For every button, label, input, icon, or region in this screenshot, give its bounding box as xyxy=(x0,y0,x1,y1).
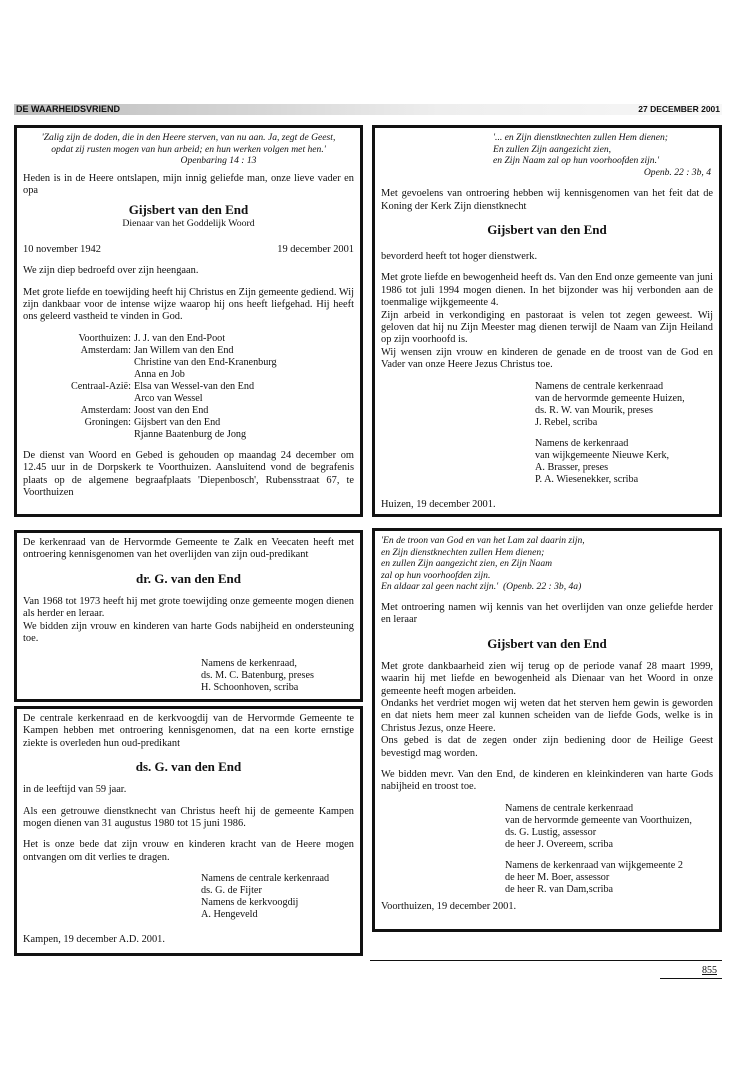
bible-quote xyxy=(381,132,713,167)
signature-line: de heer M. Boer, assessor xyxy=(505,871,610,883)
paragraph: Wij wensen zijn vrouw en kinderen de genade en de troost van de God en Vader van onze Heere Jezus Christus toe. xyxy=(381,346,713,371)
family-row xyxy=(71,357,277,369)
family-names: Christine van den End-Kranenburg xyxy=(133,356,277,368)
bible-quote xyxy=(23,132,354,155)
page-number-rule xyxy=(660,978,722,979)
obituary-kampen xyxy=(14,706,363,956)
paragraph: We bidden zijn vrouw en kinderen van harte Gods nabijheid en ondersteuning toe. xyxy=(23,620,354,645)
newspaper-header-bar xyxy=(14,104,722,115)
place-date: Voorthuizen, 19 december 2001. xyxy=(381,900,517,912)
signature-line: van de hervormde gemeente van Voorthuizen, xyxy=(505,814,692,826)
signature-block xyxy=(381,381,713,429)
signature-line: van de hervormde gemeente Huizen, xyxy=(535,392,685,404)
bible-quote xyxy=(381,535,713,593)
signature-line: A. Hengeveld xyxy=(201,909,258,921)
signature-line: H. Schoonhoven, scriba xyxy=(201,682,299,694)
paragraph: Het is onze bede dat zijn vrouw en kinderen kracht van de Heere mogen ontvangen om dit verlies te dragen. xyxy=(23,839,354,863)
announcement-intro: Heden is in de Heere ontslapen, mijn innig geliefde man, onze lieve vader en opa xyxy=(23,172,354,196)
family-names: Elsa van Wessel-van den End xyxy=(133,380,255,392)
family-row xyxy=(71,381,277,393)
signature-line: ds. G. de Fijter xyxy=(201,885,262,897)
announcement-intro: Met ontroering namen wij kennis van het overlijden van onze geliefde herder en leraar xyxy=(381,601,713,626)
paragraph: Van 1968 tot 1973 heeft hij met grote toewijding onze gemeente mogen dienen als herder en leraar. xyxy=(23,595,354,620)
signature-line: Namens de kerkvoogdij xyxy=(201,897,299,909)
deceased-name: dr. G. van den End xyxy=(135,570,241,586)
issue-date: 27 DECEMBER 2001 xyxy=(638,104,720,114)
paragraph: Met grote dankbaarheid zien wij terug op de periode vanaf 28 maart 1999, waarin hij met liefde en bewogenheid als Dienaar van het Woord in onze gemeente heeft mogen arbeiden. xyxy=(381,660,713,697)
family-place xyxy=(71,429,134,441)
family-row xyxy=(71,369,277,381)
paragraph: bevorderd heeft tot hoger dienstwerk. xyxy=(381,251,538,262)
family-row xyxy=(71,405,277,417)
page-number: 855 xyxy=(702,965,717,976)
family-names: Anna en Job xyxy=(133,368,185,380)
quote-reference: Openb. 22 : 3b, 4 xyxy=(643,166,711,178)
family-place: Voorthuizen: xyxy=(78,332,131,344)
family-names: J. J. van den End-Poot xyxy=(133,332,226,344)
quote-reference: Openbaring 14 : 13 xyxy=(180,155,257,167)
family-place: Centraal-Azië: xyxy=(71,380,131,392)
family-list xyxy=(71,333,277,441)
paragraph: Zijn arbeid in verkondiging en pastoraat is velen tot zegen geweest. Wij geloven dat hij nu Zijn Meester mag dienen terwijl de Naam van Zijn Heiland op zijn voorhoofd is. xyxy=(381,309,713,346)
family-row xyxy=(71,393,277,405)
family-names: Gijsbert van den End xyxy=(133,416,221,428)
family-place xyxy=(71,369,134,381)
family-place xyxy=(71,393,134,405)
family-row xyxy=(71,417,277,429)
family-names: Joost van den End xyxy=(133,404,209,416)
signature-line: Namens de centrale kerkenraad xyxy=(201,873,330,885)
signature-line: ds. M. C. Batenburg, preses xyxy=(201,670,314,682)
quote-line: '... en Zijn dienstknechten zullen Hem dienen; xyxy=(493,132,668,143)
service-details: De dienst van Woord en Gebed is gehouden op maandag 24 december om 12.45 uur in de Dorpskerk te Voorthuizen. Aansluitend vond de begrafenis plaats op de algemene begraafplaats 'Diepenbosch', Rubensstraat 67, te Voorthuizen xyxy=(23,449,354,499)
quote-line: en zullen Zijn aangezicht zien, en Zijn Naam xyxy=(381,558,553,570)
paragraph: Met grote liefde en toewijding heeft hij Christus en Zijn gemeente gediend. Wij zijn dankbaar voor de intense wijze waarop hij ons heeft liefgehad. Hij heeft ons geleerd vastheid te vinden in God. xyxy=(23,286,354,323)
deceased-title: Dienaar van het Goddelijk Woord xyxy=(122,218,255,230)
signature-line: Namens de kerkenraad, xyxy=(201,658,297,670)
signature-line: de heer R. van Dam,scriba xyxy=(505,883,614,895)
signature-line: de heer J. Overeem, scriba xyxy=(505,838,614,850)
signature-block xyxy=(381,438,713,486)
signature-line: J. Rebel, scriba xyxy=(535,416,598,428)
family-place: Amsterdam: xyxy=(80,344,131,356)
obituary-voorthuizen xyxy=(372,528,722,932)
publication-name: DE WAARHEIDSVRIEND xyxy=(16,104,121,114)
signature-line: van wijkgemeente Nieuwe Kerk, xyxy=(535,449,670,461)
obituary-huizen xyxy=(372,125,722,517)
obituary-zalk xyxy=(14,530,363,702)
signature-line: Namens de kerkenraad xyxy=(535,437,629,449)
signature-line: Namens de centrale kerkenraad xyxy=(535,380,664,392)
quote-reference: (Openb. 22 : 3b, 4a) xyxy=(502,581,582,593)
announcement-intro: De kerkenraad van de Hervormde Gemeente te Zalk en Veecaten heeft met ontroering kennisgenomen van het overlijden van zijn oud-predikant xyxy=(23,537,354,561)
deceased-name: Gijsbert van den End xyxy=(487,222,607,237)
quote-line: en Zijn Naam zal op hun voorhoofden zijn.' xyxy=(493,155,660,167)
place-date: Kampen, 19 december A.D. 2001. xyxy=(23,934,165,946)
family-names: Rjanne Baatenburg de Jong xyxy=(133,428,247,440)
obituary-family xyxy=(14,125,363,517)
family-row xyxy=(71,345,277,357)
paragraph: Ondanks het verdriet mogen wij weten dat het sterven hem gewin is geworden en dat niets hem meer zal kunnen scheiden van de liefde Gods, welke is in Christus Jezus, onze Heere. xyxy=(381,698,713,734)
paragraph: We zijn diep bedroefd over zijn heengaan. xyxy=(23,265,199,277)
quote-line: En zullen Zijn aangezicht zien, xyxy=(493,143,612,155)
signature-line: A. Brasser, preses xyxy=(535,461,609,473)
signature-block xyxy=(23,873,354,921)
quote-line: zal op hun voorhoofden zijn. xyxy=(381,569,491,581)
deceased-name: Gijsbert van den End xyxy=(128,202,249,218)
family-names: Jan Willem van den End xyxy=(133,344,234,356)
signature-block xyxy=(381,803,713,851)
quote-line: 'Zalig zijn de doden, die in den Heere sterven, van nu aan. Ja, zegt de Geest, xyxy=(41,132,336,143)
signature-block xyxy=(23,658,354,694)
family-place: Amsterdam: xyxy=(80,404,131,416)
birth-date: 10 november 1942 xyxy=(23,243,101,255)
death-date: 19 december 2001 xyxy=(277,243,354,255)
deceased-name: ds. G. van den End xyxy=(135,759,242,775)
family-place xyxy=(71,357,134,369)
family-place: Groningen: xyxy=(84,416,131,428)
paragraph: in de leeftijd van 59 jaar. xyxy=(23,784,127,796)
paragraph: Ons gebed is dat de zegen onder zijn bediening door de Heilige Geest bevestigd mag worden. xyxy=(381,735,713,759)
place-date: Huizen, 19 december 2001. xyxy=(381,498,496,510)
family-row xyxy=(71,429,277,441)
signature-line: Namens de centrale kerkenraad xyxy=(505,802,634,814)
signature-line: ds. R. W. van Mourik, preses xyxy=(535,404,654,416)
announcement-intro: Met gevoelens van ontroering hebben wij kennisgenomen van het feit dat de Koning der Kerk Zijn dienstknecht xyxy=(381,188,713,212)
paragraph: We bidden mevr. Van den End, de kinderen en kleinkinderen van harte Gods nabijheid en troost toe. xyxy=(381,769,713,793)
quote-line: 'En de troon van God en van het Lam zal daarin zijn, xyxy=(381,535,585,546)
footer-rule xyxy=(370,960,722,961)
family-row xyxy=(71,333,277,345)
paragraph: Als een getrouwe dienstknecht van Christus heeft hij de gemeente Kampen mogen dienen van 31 augustus 1980 tot 15 juni 1986. xyxy=(23,805,354,830)
deceased-name: Gijsbert van den End xyxy=(487,635,607,651)
paragraph: Met grote liefde en bewogenheid heeft ds. Van den End onze gemeente van juni 1986 tot juli 1994 mogen dienen. In het bijzonder was hij verbonden aan de toenmalige wijkgemeente 4. xyxy=(381,272,713,309)
family-names: Arco van Wessel xyxy=(133,392,203,404)
signature-line: P. A. Wiesenekker, scriba xyxy=(535,473,639,485)
quote-line: opdat zij rusten mogen van hun arbeid; en hun werken volgen met hen.' xyxy=(51,143,326,155)
announcement-intro: De centrale kerkenraad en de kerkvoogdij van de Hervormde Gemeente te Kampen hebben met ontroering kennisgenomen, dat na een korte ernstige ziekte is overleden hun oud-predikant xyxy=(23,713,354,749)
signature-line: Namens de kerkenraad van wijkgemeente 2 xyxy=(505,859,683,871)
quote-line: en Zijn dienstknechten zullen Hem dienen; xyxy=(381,546,545,558)
signature-line: ds. G. Lustig, assessor xyxy=(505,826,597,838)
quote-line: En aldaar zal geen nacht zijn.' xyxy=(381,581,499,593)
signature-block xyxy=(381,860,713,896)
life-dates xyxy=(23,244,354,256)
